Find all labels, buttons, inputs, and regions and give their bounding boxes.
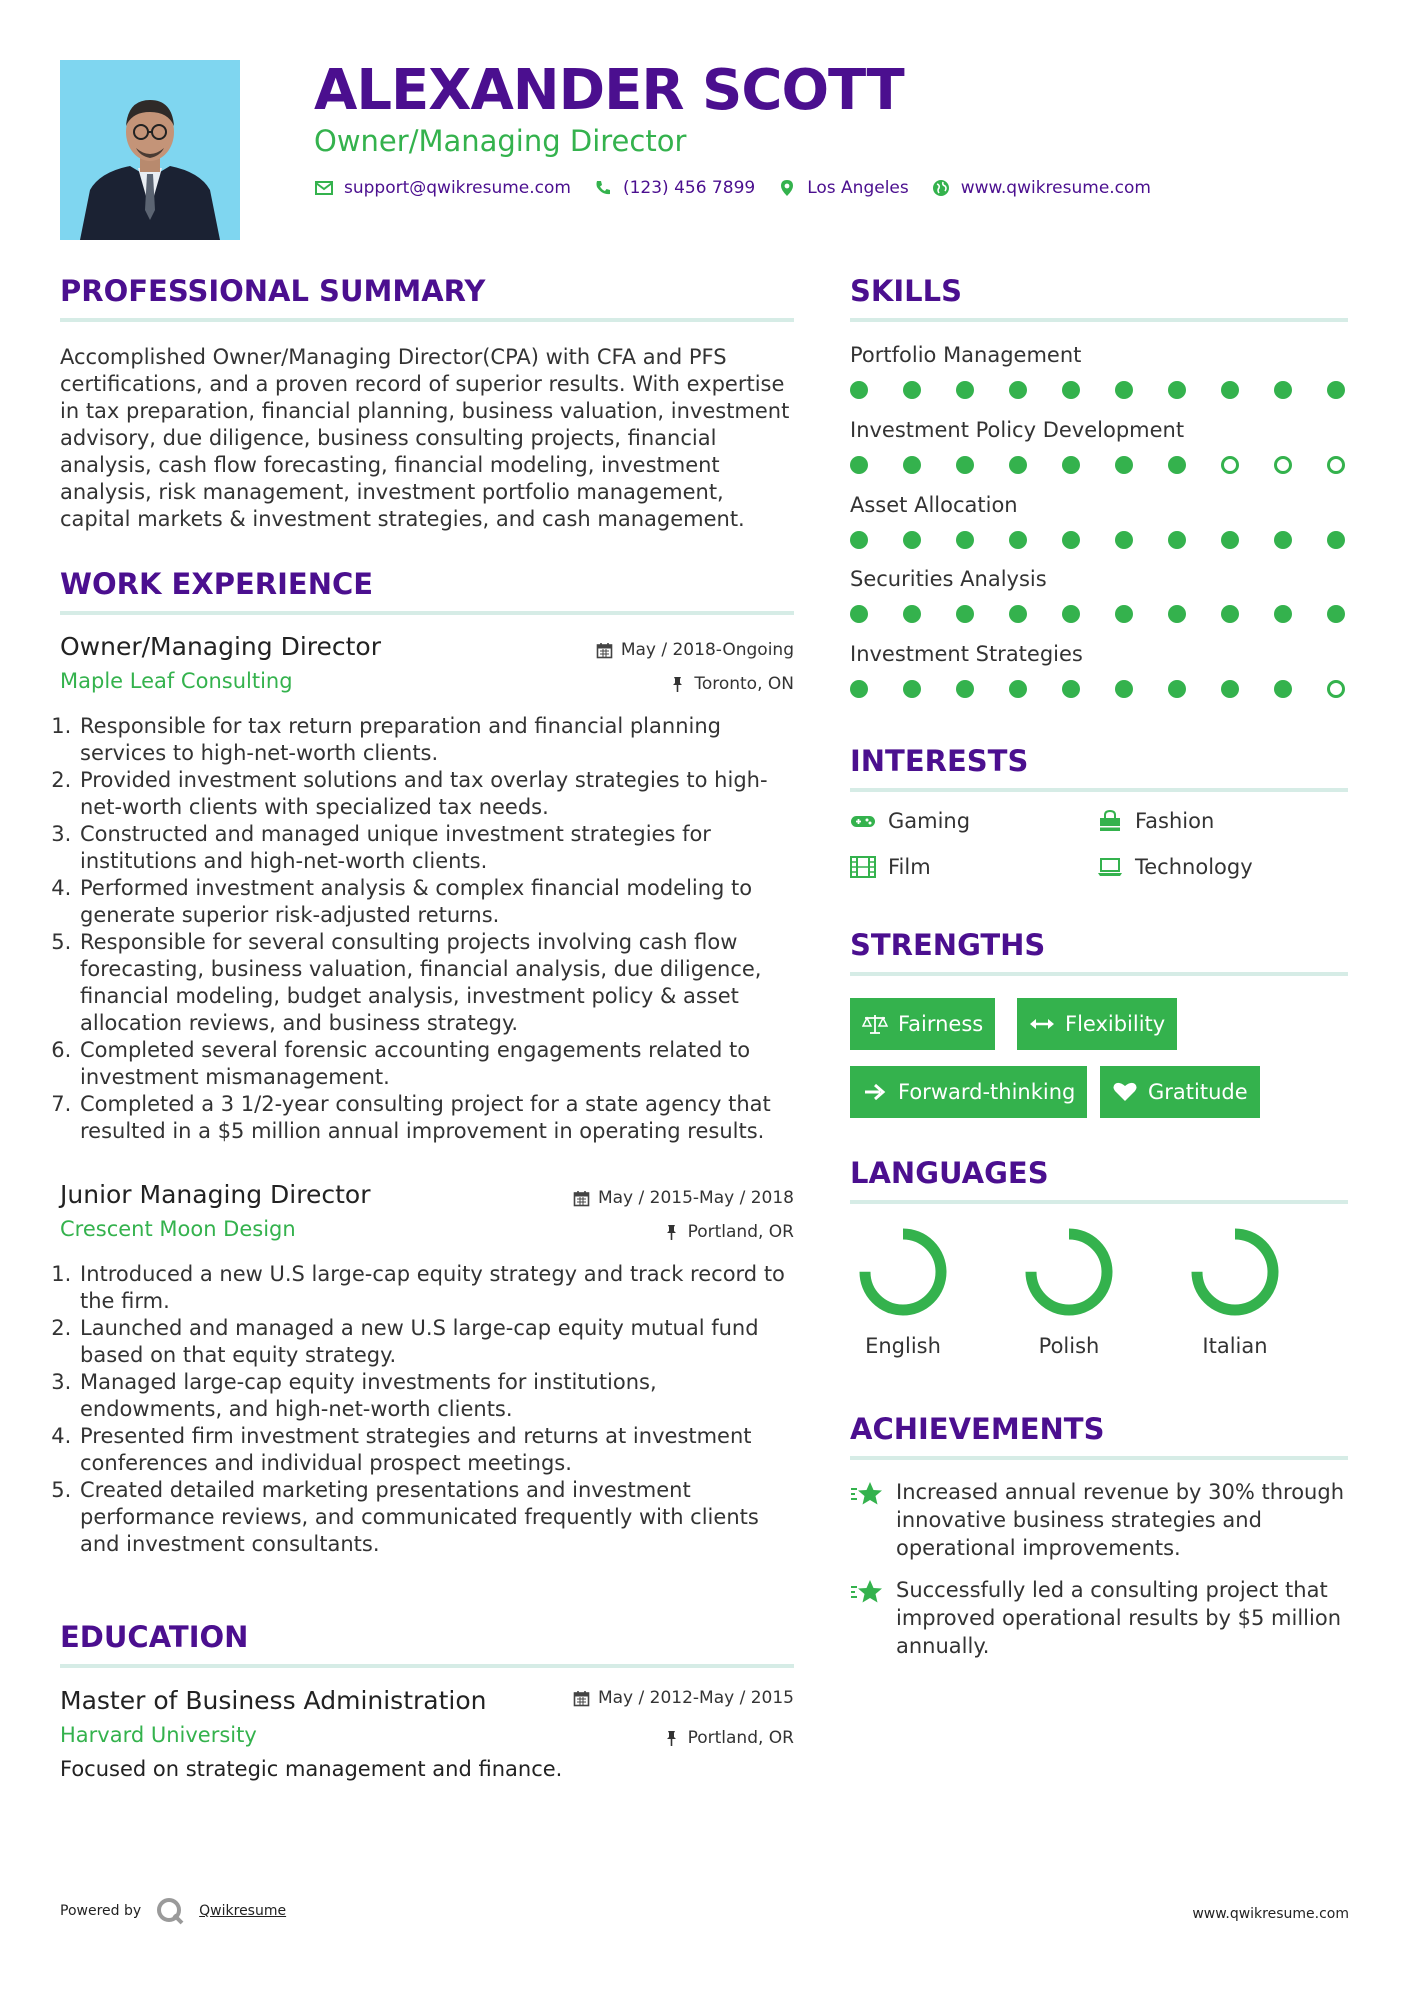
achievement-text: Increased annual revenue by 30% through innovative business strategies and operational improvements. — [896, 1480, 1345, 1560]
strengths-heading: STRENGTHS — [850, 928, 1046, 962]
skill-row — [850, 567, 1350, 625]
strength-label: Flexibility — [1065, 1012, 1166, 1036]
star-achievement-icon — [850, 1480, 884, 1510]
job-duty-item: 2. Launched and managed a new U.S large-cap equity mutual fund based on that equity strategy. — [78, 1315, 794, 1369]
skill-dot — [1062, 531, 1080, 549]
skill-row — [850, 343, 1350, 401]
job-date-text: May / 2015-May / 2018 — [597, 1188, 794, 1208]
skill-dot — [1009, 680, 1027, 698]
job-entry — [60, 1180, 794, 1558]
strength-badge — [850, 1066, 1087, 1118]
skill-dot — [850, 381, 868, 399]
job-duty-item: 5. Responsible for several consulting projects involving cash flow forecasting, business valuation, financial analysis, due diligence, financial modeling, budget analysis, investment policy & asset allocation reviews, and business strategy. — [78, 929, 794, 1037]
skill-dot — [1221, 680, 1239, 698]
job-date-text: May / 2018-Ongoing — [620, 640, 794, 660]
skill-dot — [1274, 680, 1292, 698]
strength-label: Gratitude — [1148, 1080, 1248, 1104]
skill-rating — [850, 531, 1350, 551]
powered-by-text: Powered by — [60, 1903, 142, 1919]
brand-link[interactable]: Qwikresume — [199, 1903, 287, 1919]
job-duty-item: 7. Completed a 3 1/2-year consulting project for a state agency that resulted in a $5 million annual improvement in operating results. — [78, 1091, 794, 1145]
education-location — [663, 1728, 794, 1748]
footer-powered-by — [60, 1896, 286, 1926]
interests-divider — [850, 788, 1348, 792]
job-entry — [60, 632, 794, 1145]
skill-dot — [956, 381, 974, 399]
skill-dot — [1168, 381, 1186, 399]
heart-icon — [1112, 1081, 1138, 1103]
job-company: Crescent Moon Design — [60, 1217, 296, 1241]
location-text: Los Angeles — [807, 178, 909, 198]
skill-dot — [850, 680, 868, 698]
calendar-icon — [573, 1690, 590, 1707]
star-achievement-icon — [850, 1578, 884, 1608]
skill-dot — [1327, 456, 1345, 474]
skill-dot — [903, 605, 921, 623]
job-role: Owner/Managing Director — [60, 632, 382, 661]
envelope-icon — [314, 178, 334, 198]
skill-dot — [850, 605, 868, 623]
language-progress-arc — [1197, 1234, 1273, 1310]
language-item — [1009, 1222, 1129, 1358]
language-label: English — [865, 1334, 941, 1358]
skill-row — [850, 493, 1350, 551]
language-item — [1175, 1222, 1295, 1358]
skill-dot — [1327, 531, 1345, 549]
job-location — [663, 1222, 794, 1242]
skill-row — [850, 418, 1350, 476]
strength-label: Fairness — [898, 1012, 984, 1036]
job-duty-item: 3. Constructed and managed unique investment strategies for institutions and high-net-worth clients. — [78, 821, 794, 875]
summary-divider — [60, 318, 794, 322]
skill-label: Investment Strategies — [850, 642, 1083, 666]
interest-item — [850, 809, 970, 833]
job-company: Maple Leaf Consulting — [60, 669, 293, 693]
skill-dot — [903, 456, 921, 474]
profile-photo — [60, 60, 240, 240]
skill-dot — [956, 680, 974, 698]
job-duty-item: 1. Introduced a new U.S large-cap equity strategy and track record to the firm. — [78, 1261, 794, 1315]
education-heading: EDUCATION — [60, 1620, 249, 1654]
education-entry — [60, 1686, 794, 1781]
arrows-horizontal-icon — [1029, 1013, 1055, 1035]
job-duties — [60, 1261, 794, 1558]
skill-label: Portfolio Management — [850, 343, 1082, 367]
job-date — [596, 640, 794, 660]
interest-label: Technology — [1135, 855, 1253, 879]
interest-label: Gaming — [888, 809, 971, 833]
education-divider — [60, 1664, 794, 1668]
skill-rating — [850, 680, 1350, 700]
skill-rating — [850, 605, 1350, 625]
pin-icon — [663, 1730, 680, 1747]
skill-label: Asset Allocation — [850, 493, 1018, 517]
skill-dot — [1062, 605, 1080, 623]
achievement-item — [850, 1576, 1350, 1660]
calendar-icon — [573, 1190, 590, 1207]
candidate-name: ALEXANDER SCOTT — [314, 58, 904, 123]
skill-label: Investment Policy Development — [850, 418, 1185, 442]
interest-item — [850, 855, 931, 879]
job-duty-item: 6. Completed several forensic accounting engagements related to investment mismanagement. — [78, 1037, 794, 1091]
arrow-right-icon — [862, 1081, 888, 1103]
language-progress-ring — [1019, 1222, 1119, 1322]
skill-dot — [1062, 456, 1080, 474]
skill-dot — [1274, 605, 1292, 623]
contact-website[interactable] — [931, 178, 1151, 198]
skill-dot — [850, 456, 868, 474]
job-duty-item: 5. Created detailed marketing presentations and investment performance reviews, and communicated frequently with clients and investment consultants. — [78, 1477, 794, 1558]
map-marker-icon — [777, 178, 797, 198]
skill-dot — [1274, 381, 1292, 399]
skill-label: Securities Analysis — [850, 567, 1047, 591]
experience-divider — [60, 611, 794, 615]
strength-label: Forward-thinking — [898, 1080, 1076, 1104]
job-duty-item: 3. Managed large-cap equity investments for institutions, endowments, and high-net-worth clients. — [78, 1369, 794, 1423]
job-duty-item: 4. Performed investment analysis & complex financial modeling to generate superior risk-adjusted returns. — [78, 875, 794, 929]
globe-icon — [931, 178, 951, 198]
education-location-text: Portland, OR — [687, 1728, 794, 1748]
skill-dot — [1115, 456, 1133, 474]
job-role: Junior Managing Director — [60, 1180, 371, 1209]
skill-rating — [850, 456, 1350, 476]
skill-dot — [1115, 531, 1133, 549]
education-description: Focused on strategic management and finance. — [60, 1757, 563, 1781]
shopping-bag-icon — [1097, 810, 1123, 832]
education-degree: Master of Business Administration — [60, 1686, 487, 1715]
skill-dot — [1168, 456, 1186, 474]
language-label: Italian — [1202, 1334, 1268, 1358]
skill-dot — [1115, 680, 1133, 698]
gamepad-icon — [850, 810, 876, 832]
skill-dot — [1221, 381, 1239, 399]
skill-dot — [1009, 381, 1027, 399]
contact-bar — [314, 178, 1173, 198]
contact-email[interactable] — [314, 178, 571, 198]
education-date — [573, 1688, 794, 1708]
skill-dot — [1274, 531, 1292, 549]
balance-scale-icon — [862, 1013, 888, 1035]
language-label: Polish — [1038, 1334, 1100, 1358]
achievements-heading: ACHIEVEMENTS — [850, 1412, 1105, 1446]
strength-badge — [1100, 1066, 1260, 1118]
skill-dot — [1327, 381, 1345, 399]
skill-rating — [850, 381, 1350, 401]
interest-label: Film — [888, 855, 931, 879]
skill-dot — [1168, 605, 1186, 623]
job-location — [669, 674, 794, 694]
skill-dot — [956, 456, 974, 474]
experience-heading: WORK EXPERIENCE — [60, 567, 374, 601]
interests-heading: INTERESTS — [850, 744, 1029, 778]
education-date-text: May / 2012-May / 2015 — [597, 1688, 794, 1708]
qwikresume-logo-icon — [155, 1896, 185, 1926]
job-location-text: Portland, OR — [687, 1222, 794, 1242]
email-text: support@qwikresume.com — [344, 178, 571, 198]
skill-dot — [1062, 381, 1080, 399]
laptop-icon — [1097, 856, 1123, 878]
contact-location — [777, 178, 909, 198]
skill-dot — [903, 531, 921, 549]
skill-dot — [1221, 456, 1239, 474]
language-progress-ring — [853, 1222, 953, 1322]
education-school: Harvard University — [60, 1723, 257, 1747]
achievement-item — [850, 1478, 1350, 1562]
candidate-title: Owner/Managing Director — [314, 124, 687, 158]
skill-dot — [1009, 531, 1027, 549]
skill-dot — [956, 605, 974, 623]
strength-badge — [1017, 998, 1177, 1050]
language-progress-arc — [1031, 1234, 1107, 1310]
language-progress-ring — [1185, 1222, 1285, 1322]
skill-dot — [1327, 605, 1345, 623]
phone-text: (123) 456 7899 — [622, 178, 756, 198]
skill-dot — [956, 531, 974, 549]
achievements-divider — [850, 1456, 1348, 1460]
job-duty-item: 2. Provided investment solutions and tax overlay strategies to high-net-worth clients with specialized tax needs. — [78, 767, 794, 821]
strengths-divider — [850, 972, 1348, 976]
languages-heading: LANGUAGES — [850, 1156, 1049, 1190]
job-location-text: Toronto, ON — [694, 674, 794, 694]
strength-badge — [850, 998, 995, 1050]
contact-phone[interactable] — [593, 178, 755, 198]
summary-text: Accomplished Owner/Managing Director(CPA) with CFA and PFS certifications, and a proven record of superior results. With expertise in tax preparation, financial planning, business valuation, investment advisory, due diligence, business consulting projects, financial analysis, cash flow forecasting, financial modeling, investment analysis, risk management, investment portfolio management, capital markets & investment strategies, and cash management. — [60, 345, 790, 531]
skill-dot — [1221, 531, 1239, 549]
interest-item — [1097, 809, 1214, 833]
job-duties — [60, 713, 794, 1145]
skill-dot — [903, 381, 921, 399]
skill-dot — [1009, 456, 1027, 474]
skill-dot — [1168, 680, 1186, 698]
skill-dot — [1221, 605, 1239, 623]
skill-dot — [1274, 456, 1292, 474]
skills-heading: SKILLS — [850, 274, 962, 308]
skill-dot — [1009, 605, 1027, 623]
skill-dot — [1327, 680, 1345, 698]
interest-item — [1097, 855, 1253, 879]
achievement-text: Successfully led a consulting project that improved operational results by $5 million annually. — [896, 1578, 1342, 1658]
skill-dot — [1115, 381, 1133, 399]
film-icon — [850, 856, 876, 878]
job-duty-item: 4. Presented firm investment strategies and returns at investment conferences and individual prospect meetings. — [78, 1423, 794, 1477]
interest-label: Fashion — [1135, 809, 1215, 833]
pin-icon — [669, 676, 686, 693]
calendar-icon — [596, 642, 613, 659]
skill-dot — [1168, 531, 1186, 549]
language-progress-arc — [865, 1234, 941, 1310]
skill-dot — [1062, 680, 1080, 698]
phone-icon — [593, 178, 613, 198]
pin-icon — [663, 1224, 680, 1241]
footer-website[interactable]: www.qwikresume.com — [1192, 1906, 1349, 1922]
job-duty-item: 1. Responsible for tax return preparation and financial planning services to high-net-worth clients. — [78, 713, 794, 767]
website-text: www.qwikresume.com — [960, 178, 1151, 198]
skill-dot — [1115, 605, 1133, 623]
skill-dot — [903, 680, 921, 698]
skill-row — [850, 642, 1350, 700]
summary-heading: PROFESSIONAL SUMMARY — [60, 274, 486, 308]
skills-divider — [850, 318, 1348, 322]
job-date — [573, 1188, 794, 1208]
languages-divider — [850, 1200, 1348, 1204]
skill-dot — [850, 531, 868, 549]
language-item — [843, 1222, 963, 1358]
